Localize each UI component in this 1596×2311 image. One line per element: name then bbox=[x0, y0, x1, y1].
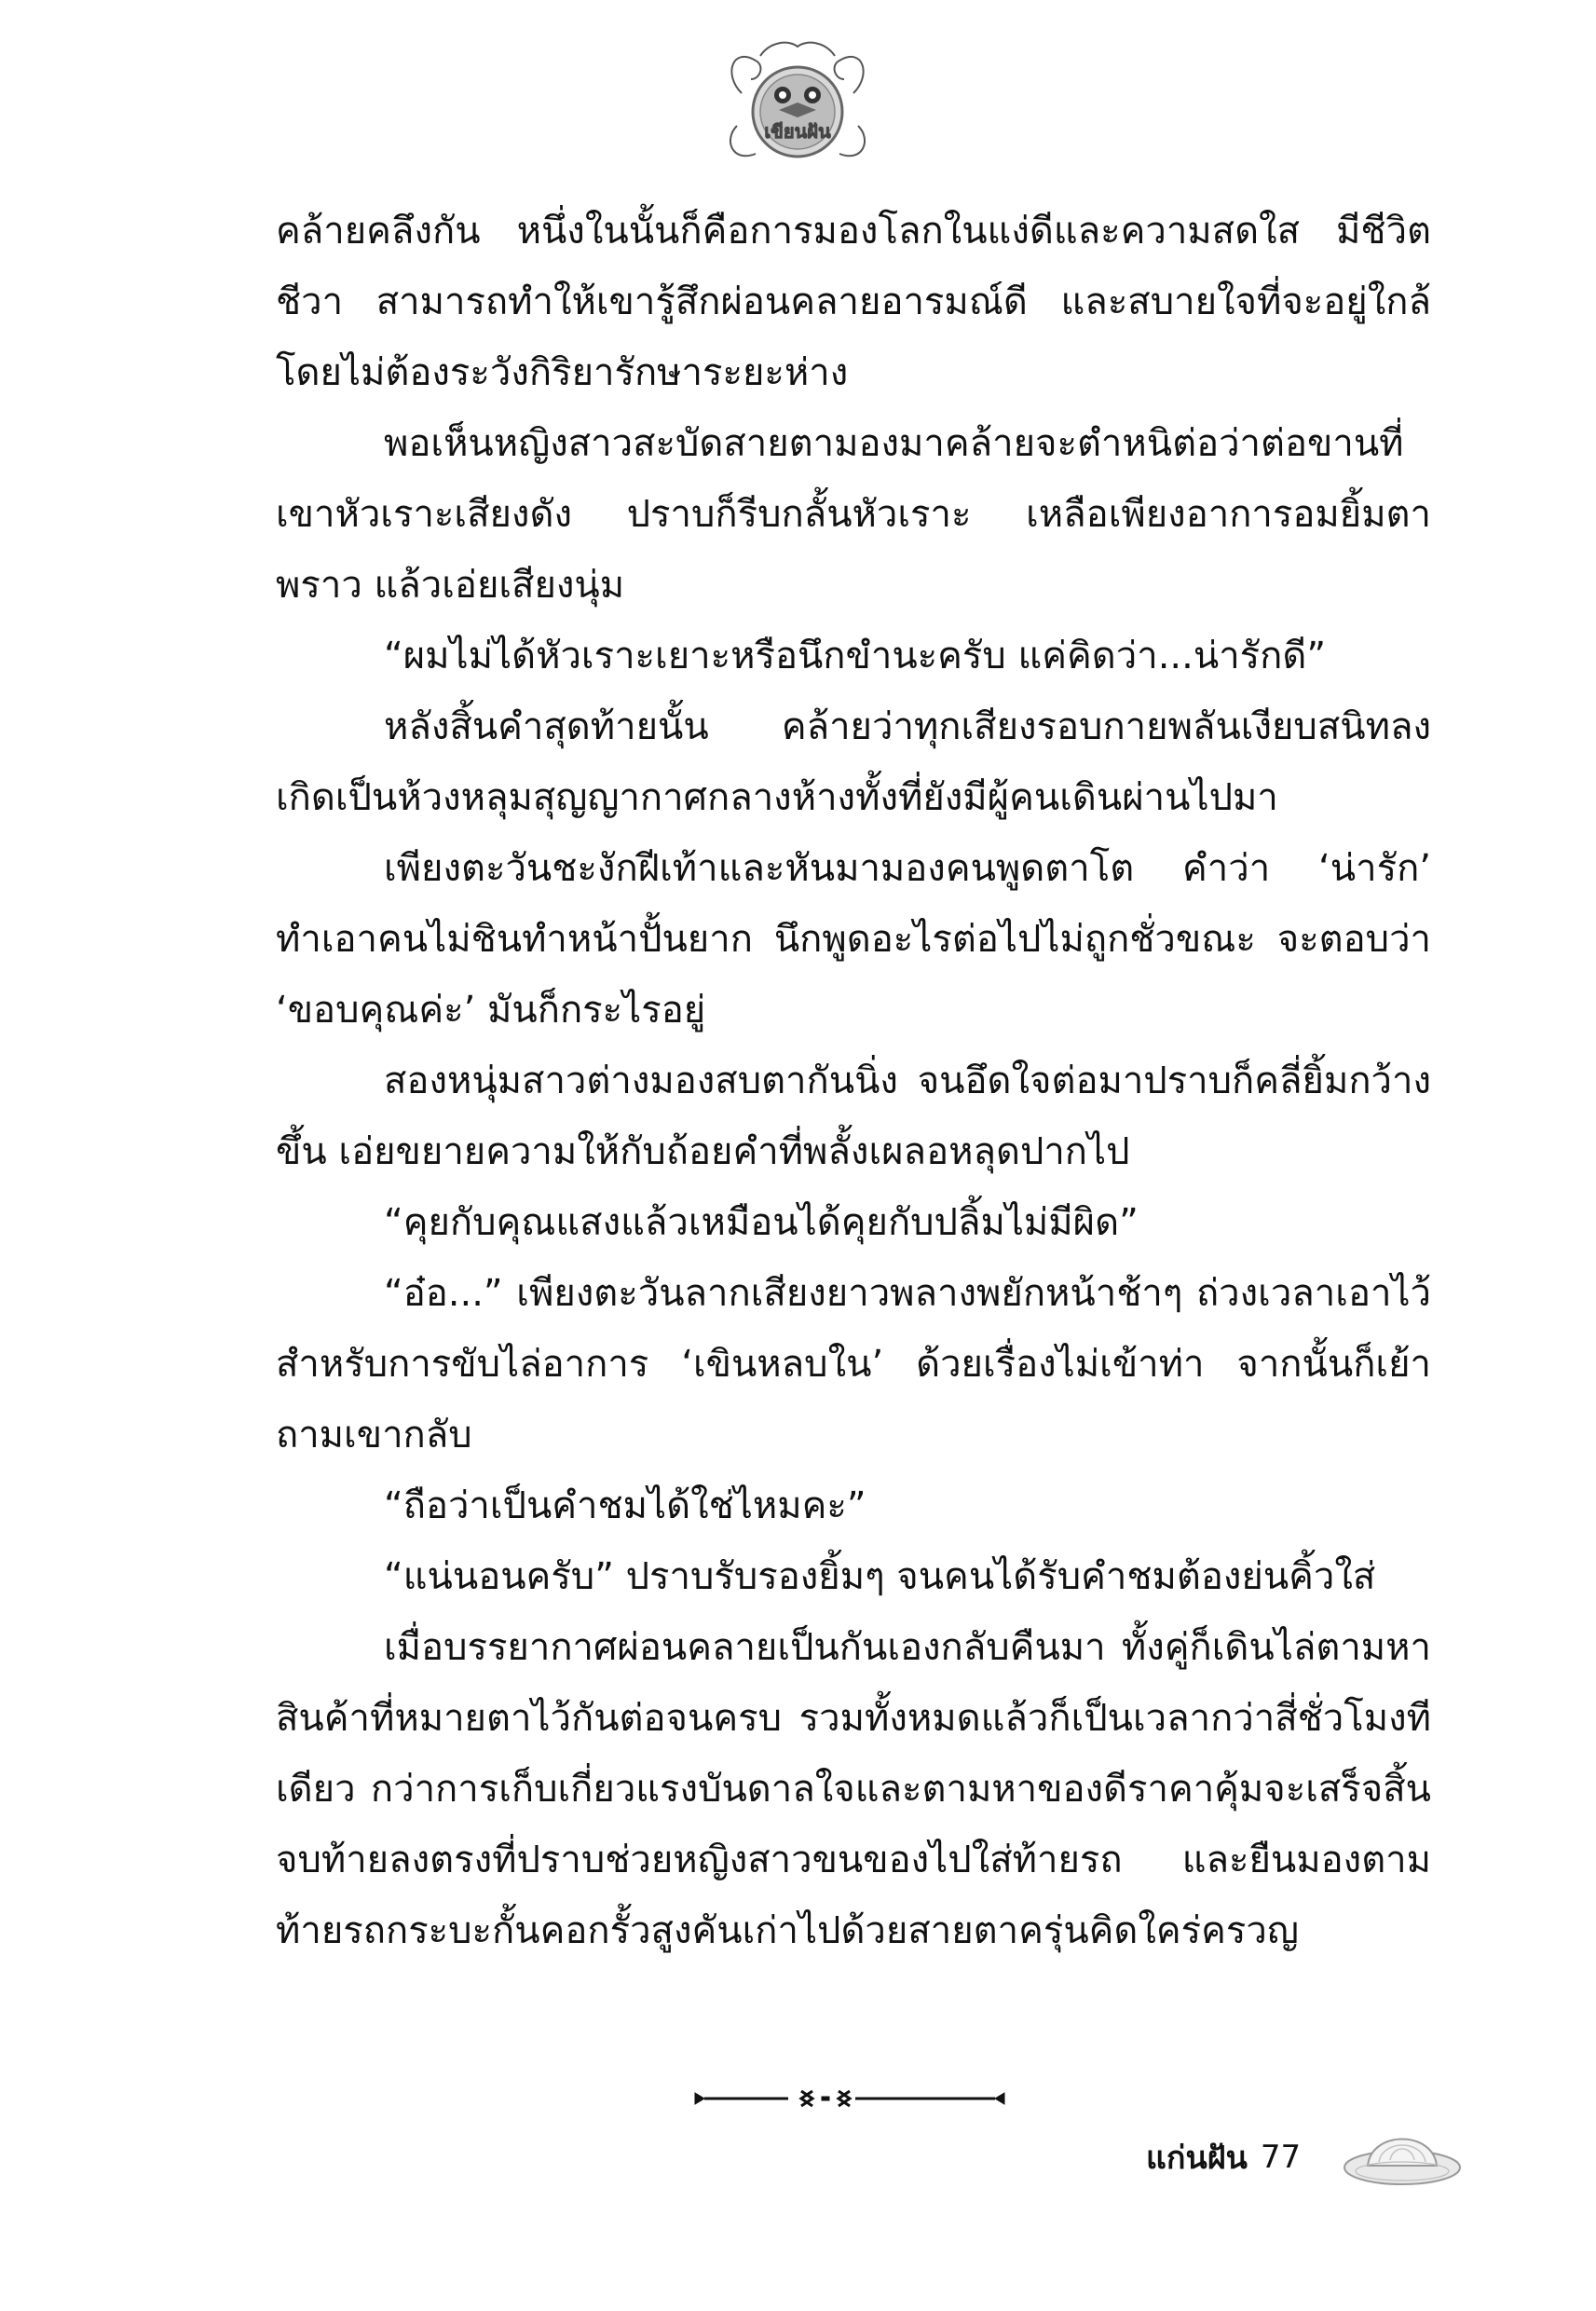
footer-book-title: แก่นฝัน bbox=[1146, 2140, 1248, 2177]
header-logo-emblem bbox=[723, 37, 872, 177]
paragraph: คล้ายคลึงกัน หนึ่งในนั้นก็คือการมองโลกในแง่ดีและความสดใส มีชีวิตชีวา สามารถทำให้เขารู้สึกผ่อนคลายอารมณ์ดี และสบายใจที่จะอยู่ใกล้โดยไม่ต้องระวังกิริยารักษาระยะห่าง bbox=[276, 210, 1431, 394]
paragraph: เมื่อบรรยากาศผ่อนคลายเป็นกันเองกลับคืนมา ทั้งคู่ก็เดินไล่ตามหาสินค้าที่หมายตาไว้กันต่อจนครบ รวมทั้งหมดแล้วก็เป็นเวลากว่าสี่ชั่วโมงทีเดียว กว่าการเก็บเกี่ยวแรงบันดาลใจและตามหาของดีราคาคุ้มจะเสร็จสิ้น จบท้ายลงตรงที่ปราบช่วยหญิงสาวขนของไปใส่ท้ายรถ และยืนมองตามท้ายรถกระบะกั้นคอกรั้วสูงคันเก่าไปด้วยสายตาครุ่นคิดใคร่ครวญ bbox=[276, 1626, 1431, 1952]
straw-hat-icon bbox=[1342, 2113, 1463, 2190]
page-footer bbox=[1146, 2125, 1301, 2190]
paragraph: “ถือว่าเป็นคำชมได้ใช่ไหมคะ” bbox=[384, 1484, 866, 1527]
body-text bbox=[276, 196, 1431, 1966]
paragraph: สองหนุ่มสาวต่างมองสบตากันนิ่ง จนอึดใจต่อมาปราบก็คลี่ยิ้มกว้างขึ้น เอ่ยขยายความให้กับถ้อยคำที่พลั้งเผลอหลุดปากไป bbox=[276, 1060, 1431, 1173]
paragraph: หลังสิ้นคำสุดท้ายนั้น คล้ายว่าทุกเสียงรอบกายพลันเงียบสนิทลง เกิดเป็นห้วงหลุมสุญญากาศกลางห้างทั้งที่ยังมีผู้คนเดินผ่านไปมา bbox=[276, 705, 1431, 819]
paragraph: “อ๋อ...” เพียงตะวันลากเสียงยาวพลางพยักหน้าช้าๆ ถ่วงเวลาเอาไว้สำหรับการขับไล่อาการ ‘เขินหลบใน’ ด้วยเรื่องไม่เข้าท่า จากนั้นก็เย้าถามเขากลับ bbox=[276, 1272, 1431, 1456]
logo-text: เขียนฝัน bbox=[764, 120, 831, 143]
scene-break-ornament bbox=[691, 2085, 1008, 2112]
paragraph: “คุยกับคุณแสงแล้วเหมือนได้คุยกับปลิ้มไม่มีผิด” bbox=[384, 1201, 1139, 1244]
paragraph: พอเห็นหญิงสาวสะบัดสายตามองมาคล้ายจะตำหนิต่อว่าต่อขานที่เขาหัวเราะเสียงดัง ปราบก็รีบกลั้นหัวเราะ เหลือเพียงอาการอมยิ้มตาพราว แล้วเอ่ยเสียงนุ่ม bbox=[276, 422, 1431, 607]
paragraph: เพียงตะวันชะงักฝีเท้าและหันมามองคนพูดตาโต คำว่า ‘น่ารัก’ ทำเอาคนไม่ชินทำหน้าปั้นยาก นึกพูดอะไรต่อไปไม่ถูกชั่วขณะ จะตอบว่า ‘ขอบคุณค่ะ’ มันก็กระไรอยู่ bbox=[276, 847, 1431, 1032]
paragraph: “แน่นอนครับ” ปราบรับรองยิ้มๆ จนคนได้รับคำชมต้องย่นคิ้วใส่ bbox=[384, 1555, 1376, 1598]
paragraph: “ผมไม่ได้หัวเราะเยาะหรือนึกขำนะครับ แค่คิดว่า...น่ารักดี” bbox=[384, 635, 1327, 677]
page-number: 77 bbox=[1260, 2139, 1302, 2176]
